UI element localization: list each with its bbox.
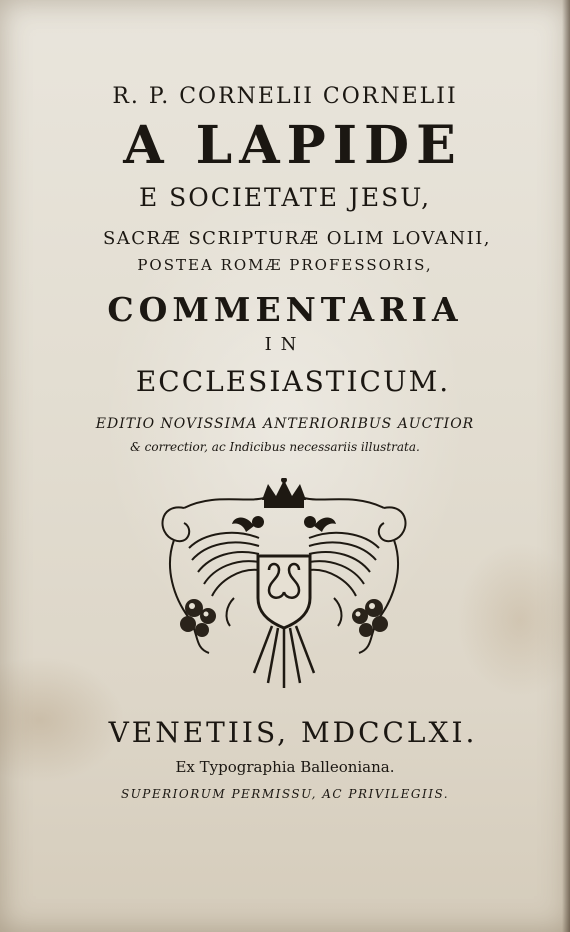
professor-line-2: POSTEA ROMÆ PROFESSORIS, xyxy=(137,256,433,274)
page-edge-shadow xyxy=(562,0,570,932)
edition-line-1: EDITIO NOVISSIMA ANTERIORIBUS AUCTIOR xyxy=(95,416,475,432)
author-line: R. P. CORNELII CORNELII xyxy=(112,84,458,109)
imprint-printer: Ex Typographia Balleoniana. xyxy=(175,758,395,776)
double-headed-eagle-crest-icon xyxy=(154,478,414,693)
imprint-place-year: VENETIIS, MDCCLXI. xyxy=(108,716,478,749)
edition-line-2: & correctior, ac Indicibus necessariis illustrata. xyxy=(130,440,420,454)
society-line: E SOCIETATE JESU, xyxy=(138,183,432,212)
work-subject: ECCLESIASTICUM. xyxy=(135,365,451,398)
imprint-privilege: SUPERIORUM PERMISSU, AC PRIVILEGIIS. xyxy=(120,787,450,801)
professor-line-1: SACRÆ SCRIPTURÆ OLIM LOVANII, xyxy=(102,228,492,249)
author-surname: A LAPIDE xyxy=(123,115,463,176)
work-title: COMMENTARIA xyxy=(107,290,463,329)
work-title-in: IN xyxy=(264,334,306,355)
